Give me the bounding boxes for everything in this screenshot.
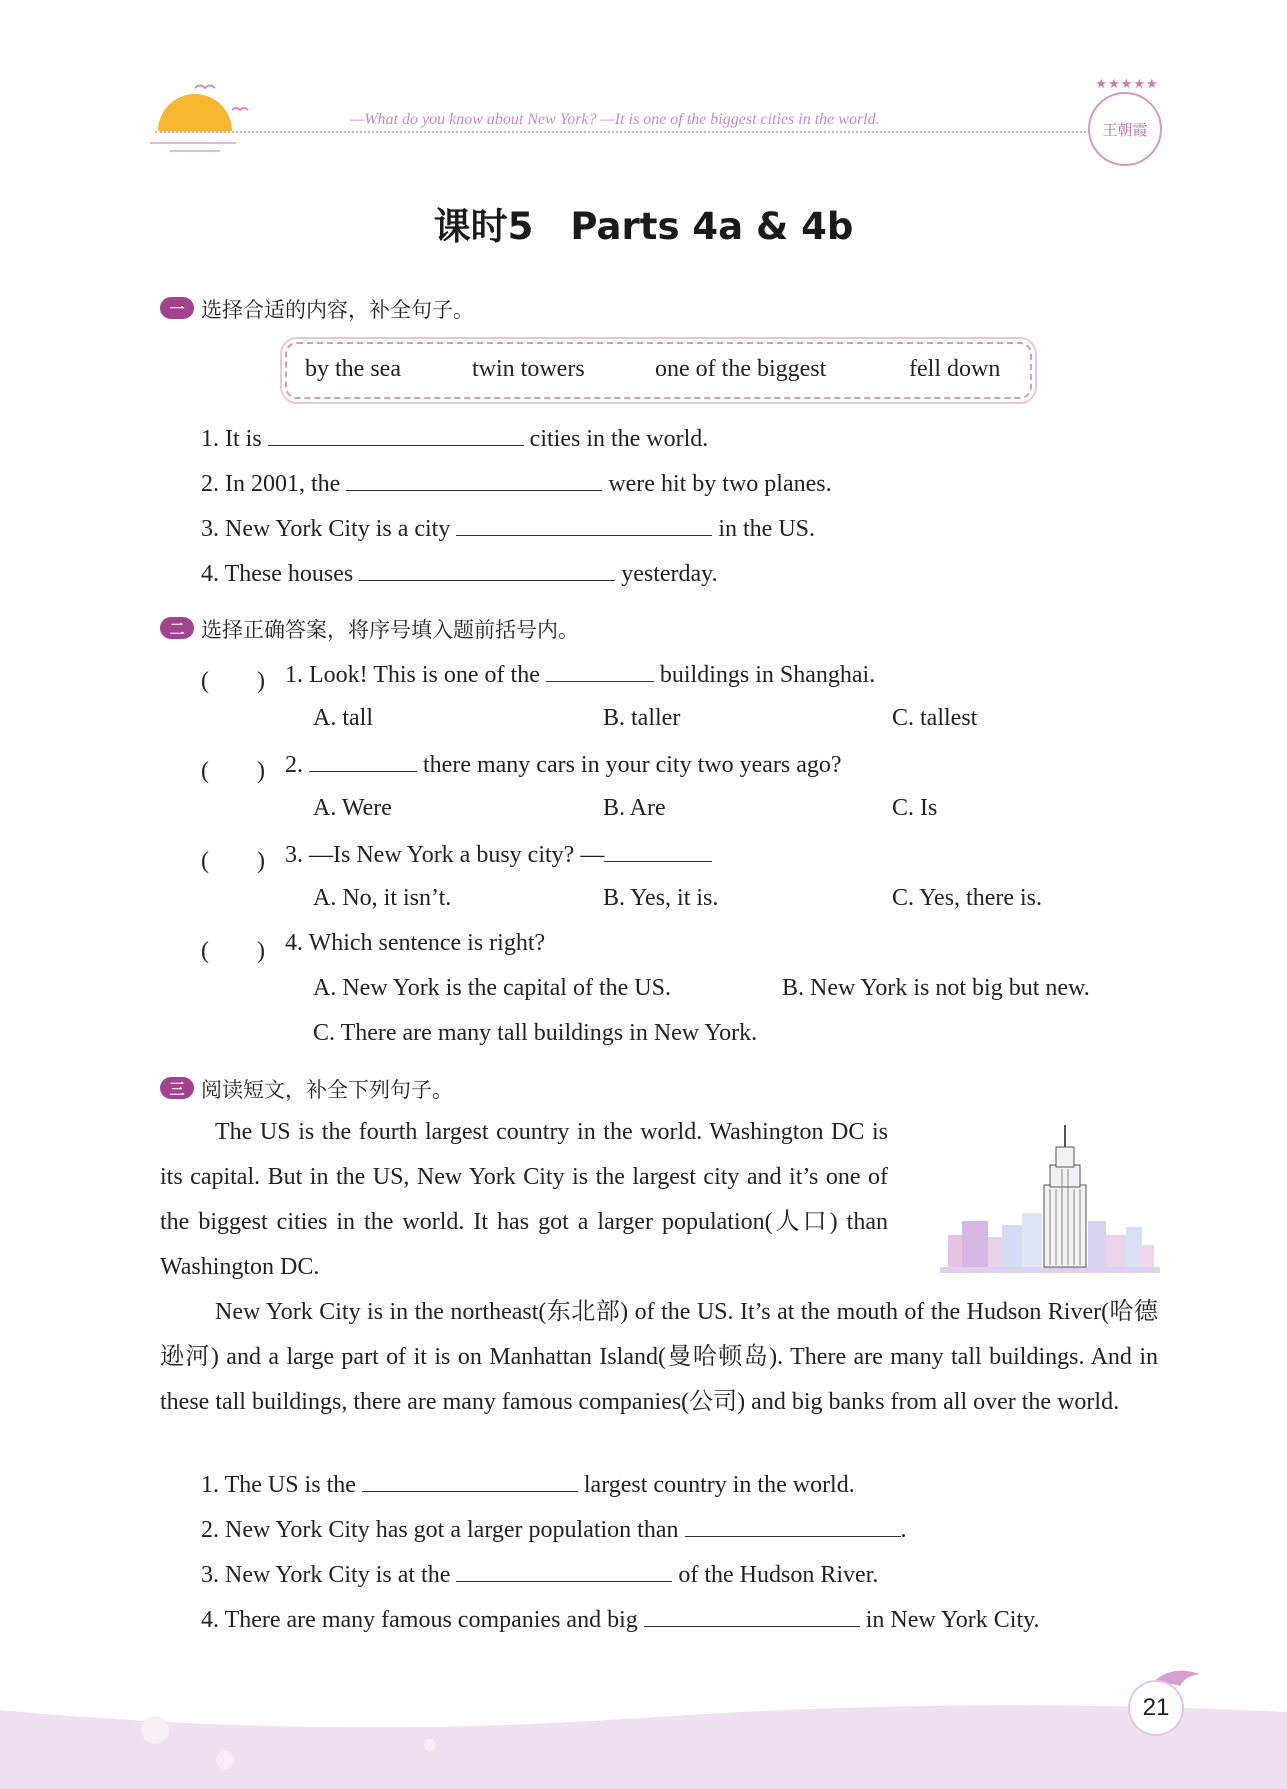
passage-paragraph: New York City is in the northeast(东北部) of the US. It’s at the mouth of the Hudson River(哈德逊河) and a large part of it is on Manhattan Island(曼哈顿岛). There are many tall buildings. And in these tall buildings, there are many famous companies(公司) and big banks from all over the world. — [160, 1299, 1158, 1415]
answer-parenthesis[interactable]: ( ) — [201, 848, 265, 874]
answer-blank[interactable] — [685, 1515, 901, 1537]
fill-blank-item: 3. New York City is a city in the US. — [201, 516, 816, 542]
answer-blank[interactable] — [346, 469, 602, 491]
footer-wave-decoration — [0, 1700, 1287, 1789]
question-stem: 2. there many cars in your city two years ago? — [285, 752, 842, 778]
page-number: 21 — [1128, 1680, 1184, 1736]
city-skyline-illustration — [940, 1125, 1160, 1273]
question-stem: 3. —Is New York a busy city? — — [285, 840, 718, 869]
answer-parenthesis[interactable]: ( ) — [201, 758, 265, 784]
word-bank-item: fell down — [909, 356, 1001, 382]
fill-blank-item: 2. In 2001, the were hit by two planes. — [201, 471, 832, 497]
answer-blank[interactable] — [456, 514, 712, 536]
answer-blank[interactable] — [644, 1605, 860, 1627]
fill-blank-item: 1. It is cities in the world. — [201, 426, 709, 452]
word-bank-item: twin towers — [472, 356, 585, 382]
fill-blank-item: 4. There are many famous companies and big in New York City. — [201, 1607, 1040, 1633]
question-stem: 4. Which sentence is right? — [285, 930, 546, 956]
option[interactable]: B. Yes, it is. — [603, 885, 719, 911]
option[interactable]: C. Is — [892, 795, 938, 821]
fill-blank-item: 3. New York City is at the of the Hudson River. — [201, 1562, 879, 1588]
option[interactable]: C. Yes, there is. — [892, 885, 1043, 911]
option[interactable]: A. tall — [313, 705, 373, 731]
birds-icon — [190, 80, 250, 120]
fill-blank-item: 2. New York City has got a larger population than . — [201, 1517, 907, 1543]
answer-blank[interactable] — [456, 1560, 672, 1582]
logo-text: 王朝霞 — [1102, 120, 1148, 139]
option[interactable]: A. New York is the capital of the US. — [313, 975, 671, 1001]
answer-blank — [309, 750, 417, 772]
option[interactable]: A. Were — [313, 795, 392, 821]
passage-paragraph: The US is the fourth largest country in the world. Washington DC is its capital. But in the US, New York City is the largest city and it’s one of the biggest cities in the world. It has got a larger population(人口) than Washington DC. — [160, 1119, 888, 1280]
header-dotted-rule — [155, 131, 1090, 133]
answer-parenthesis[interactable]: ( ) — [201, 668, 265, 694]
option[interactable]: B. taller — [603, 705, 681, 731]
option[interactable]: C. tallest — [892, 705, 978, 731]
publisher-logo — [1088, 92, 1162, 166]
section-instruction: 选择合适的内容，补全句子。 — [201, 298, 474, 322]
section-instruction: 选择正确答案，将序号填入题前括号内。 — [201, 618, 579, 642]
section-badge: 一 — [160, 297, 194, 319]
question-stem: 1. Look! This is one of the buildings in Shanghai. — [285, 662, 876, 688]
option[interactable]: B. New York is not big but new. — [782, 975, 1090, 1001]
option[interactable]: B. Are — [603, 795, 666, 821]
fill-blank-item: 4. These houses yesterday. — [201, 561, 718, 587]
answer-blank[interactable] — [359, 559, 615, 581]
header-running-text: —What do you know about New York? —It is one of the biggest cities in the world. — [350, 111, 880, 128]
answer-blank — [546, 660, 654, 682]
logo-stars-icon: ★★★★★ — [1095, 76, 1159, 91]
fill-blank-item: 1. The US is the largest country in the world. — [201, 1472, 855, 1498]
answer-blank — [604, 840, 712, 862]
section-badge: 三 — [160, 1077, 194, 1099]
word-bank-item: by the sea — [305, 356, 401, 382]
answer-parenthesis[interactable]: ( ) — [201, 938, 265, 964]
answer-blank[interactable] — [268, 424, 524, 446]
section-instruction: 阅读短文，补全下列句子。 — [201, 1078, 453, 1102]
section-badge: 二 — [160, 617, 194, 639]
sun-horizon-line — [170, 150, 220, 152]
answer-blank[interactable] — [362, 1470, 578, 1492]
option[interactable]: C. There are many tall buildings in New York. — [313, 1020, 758, 1046]
sun-horizon-line — [150, 142, 236, 144]
option[interactable]: A. No, it isn’t. — [313, 885, 452, 911]
word-bank-item: one of the biggest — [655, 356, 827, 382]
page-title: 课时5 Parts 4a & 4b — [433, 205, 854, 248]
